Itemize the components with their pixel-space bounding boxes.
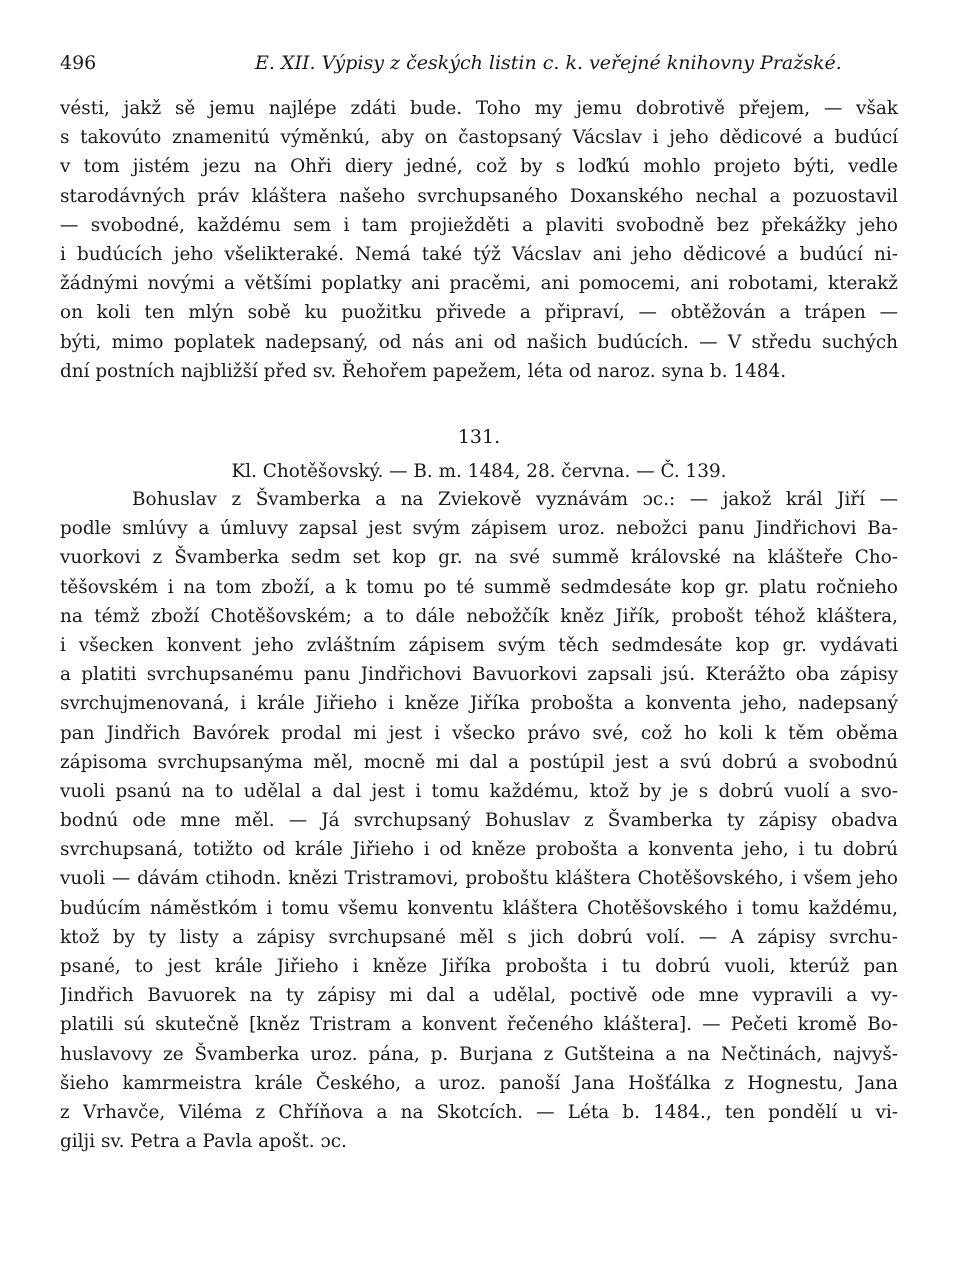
text-line: vésti, jakž sě jemu najlépe zdáti bude. Toho my jemu dobrotivě přejem, — však [60,98,898,119]
text-line: svrchupsaná, totižto od krále Jiřieho i od kněze probošta a konventa jeho, i tu dobrú [60,839,898,861]
text-line: vuorkovi z Švamberka sedm set kop gr. na své summě královské na klášteře Cho- [60,547,898,569]
page-number: 496 [60,52,97,74]
text-line: a platiti svrchupsanému panu Jindřichovi Bavuorkovi zapsali jsú. Kterážto oba zápisy [60,664,898,686]
text-line: Jindřich Bavuorek na ty zápisy mi dal a udělal, poctivě ode mne vypravili a vy- [60,985,898,1007]
running-head [60,52,900,80]
text-line: býti, mimo poplatek nadepsaný, od nás ani od našich budúcích. — V středu suchých [60,331,898,353]
text-line: v tom jistém jezu na Ohři diery jedné, což by s loďkú mohlo projeto býti, vedle [60,156,898,178]
text-line: on koli ten mlýn sobě ku puožitku přivede a připraví, — obtěžován a trápen — [60,302,898,324]
text-line: dní postních najbližší před sv. Řehořem papežem, léta od naroz. syna b. 1484. [60,360,787,382]
text-line: psané, to jest krále Jiřieho i kněze Jiříka probošta i tu dobrú vuoli, kterúž pan [60,956,898,977]
text-line: Bohuslav z Švamberka a na Zviekově vyznávám ɔc.: — jakož král Jiří — [132,489,898,510]
text-line: žádnými novými a většími poplatky ani pracěmi, ani pomocemi, ani robotami, kterakž [60,273,898,295]
source-citation: Kl. Chotěšovský. — B. m. 1484, 28. června. — Č. 139. [231,461,727,482]
text-line: ktož by ty listy a zápisy svrchupsané měl s jich dobrú volí. — A zápisy svrchu- [60,926,898,948]
text-line: platili sú skutečně [kněz Tristram a konvent řečeného kláštera]. — Pečeti kromě Bo- [60,1014,898,1036]
text-line: huslavovy ze Švamberka uroz. pána, p. Burjana z Gutšteina a na Nečtinách, najvyš- [60,1043,898,1065]
paragraph-charter-text [60,485,898,1156]
text-line: z Vrhavče, Viléma z Chříňova a na Skotcích. — Léta b. 1484., ten pondělí u vi- [60,1101,898,1123]
text-line: těšovském i na tom zboží, a k tomu po té summě sedmdesáte kop gr. platu ročnieho [60,576,898,598]
text-line: — svobodné, každému sem i tam projiežděti a plaviti svobodně bez překážky jeho [60,214,898,236]
paragraph-continuation [60,94,898,386]
text-line: vuoli — dávám ctihodn. knězi Tristramovi, proboštu kláštera Chotěšovského, i všem jeho [60,868,898,890]
running-head-title: E. XII. Výpisy z českých listin c. k. veřejné knihovny Pražské. [255,52,842,74]
text-line: starodávných práv kláštera našeho svrchupsaného Doxanského nechal a pozuostavil [60,185,898,207]
text-line: na témž zboží Chotěšovském; a to dále nebožčík kněz Jiřík, probošt téhož kláštera, [60,605,898,627]
text-line: podle smlúvy a úmluvy zapsal jest svým zápisem uroz. nebožci panu Jindřichovi Ba- [60,518,898,540]
text-line: i všecken konvent jeho zvláštním zápisem svým těch sedmdesáte kop gr. vydávati [60,634,898,656]
text-line: i budúcích jeho všelikteraké. Nemá také týž Vácslav ani jeho dědicové a budúcí ni- [60,243,898,265]
text-line: svrchujmenovaná, i krále Jiřieho i kněze Jiříka probošta a konventa jeho, nadepsaný [60,693,898,715]
text-line: gilji sv. Petra a Pavla apošt. ɔc. [60,1131,347,1153]
text-line: pan Jindřich Bavórek prodal mi jest i všecko právo své, což ho koli k těm oběma [60,722,898,744]
text-line: bodnú ode mne měl. — Já svrchupsaný Bohuslav z Švamberka ty zápisy obadva [60,810,898,832]
document-number: 131. [457,426,501,448]
text-line: s takovúto znamenitú výměnkú, aby on častopsaný Vácslav i jeho dědicové a budúcí [60,127,898,149]
text-line: zápisoma svrchupsanýma měl, mocně mi dal a postúpil jest a svú dobrú a svobodnú [60,751,898,773]
text-line: šieho kamrmeistra krále Českého, a uroz. panoší Jana Hošťálka z Hognestu, Jana [60,1072,898,1094]
text-line: budúcím náměstkóm i tomu všemu konventu kláštera Chotěšovského i tomu každému, [60,897,898,919]
text-line: vuoli psanú na to udělal a dal jest i tomu každému, ktož by je s dobrú vuolí a svo- [60,780,898,802]
